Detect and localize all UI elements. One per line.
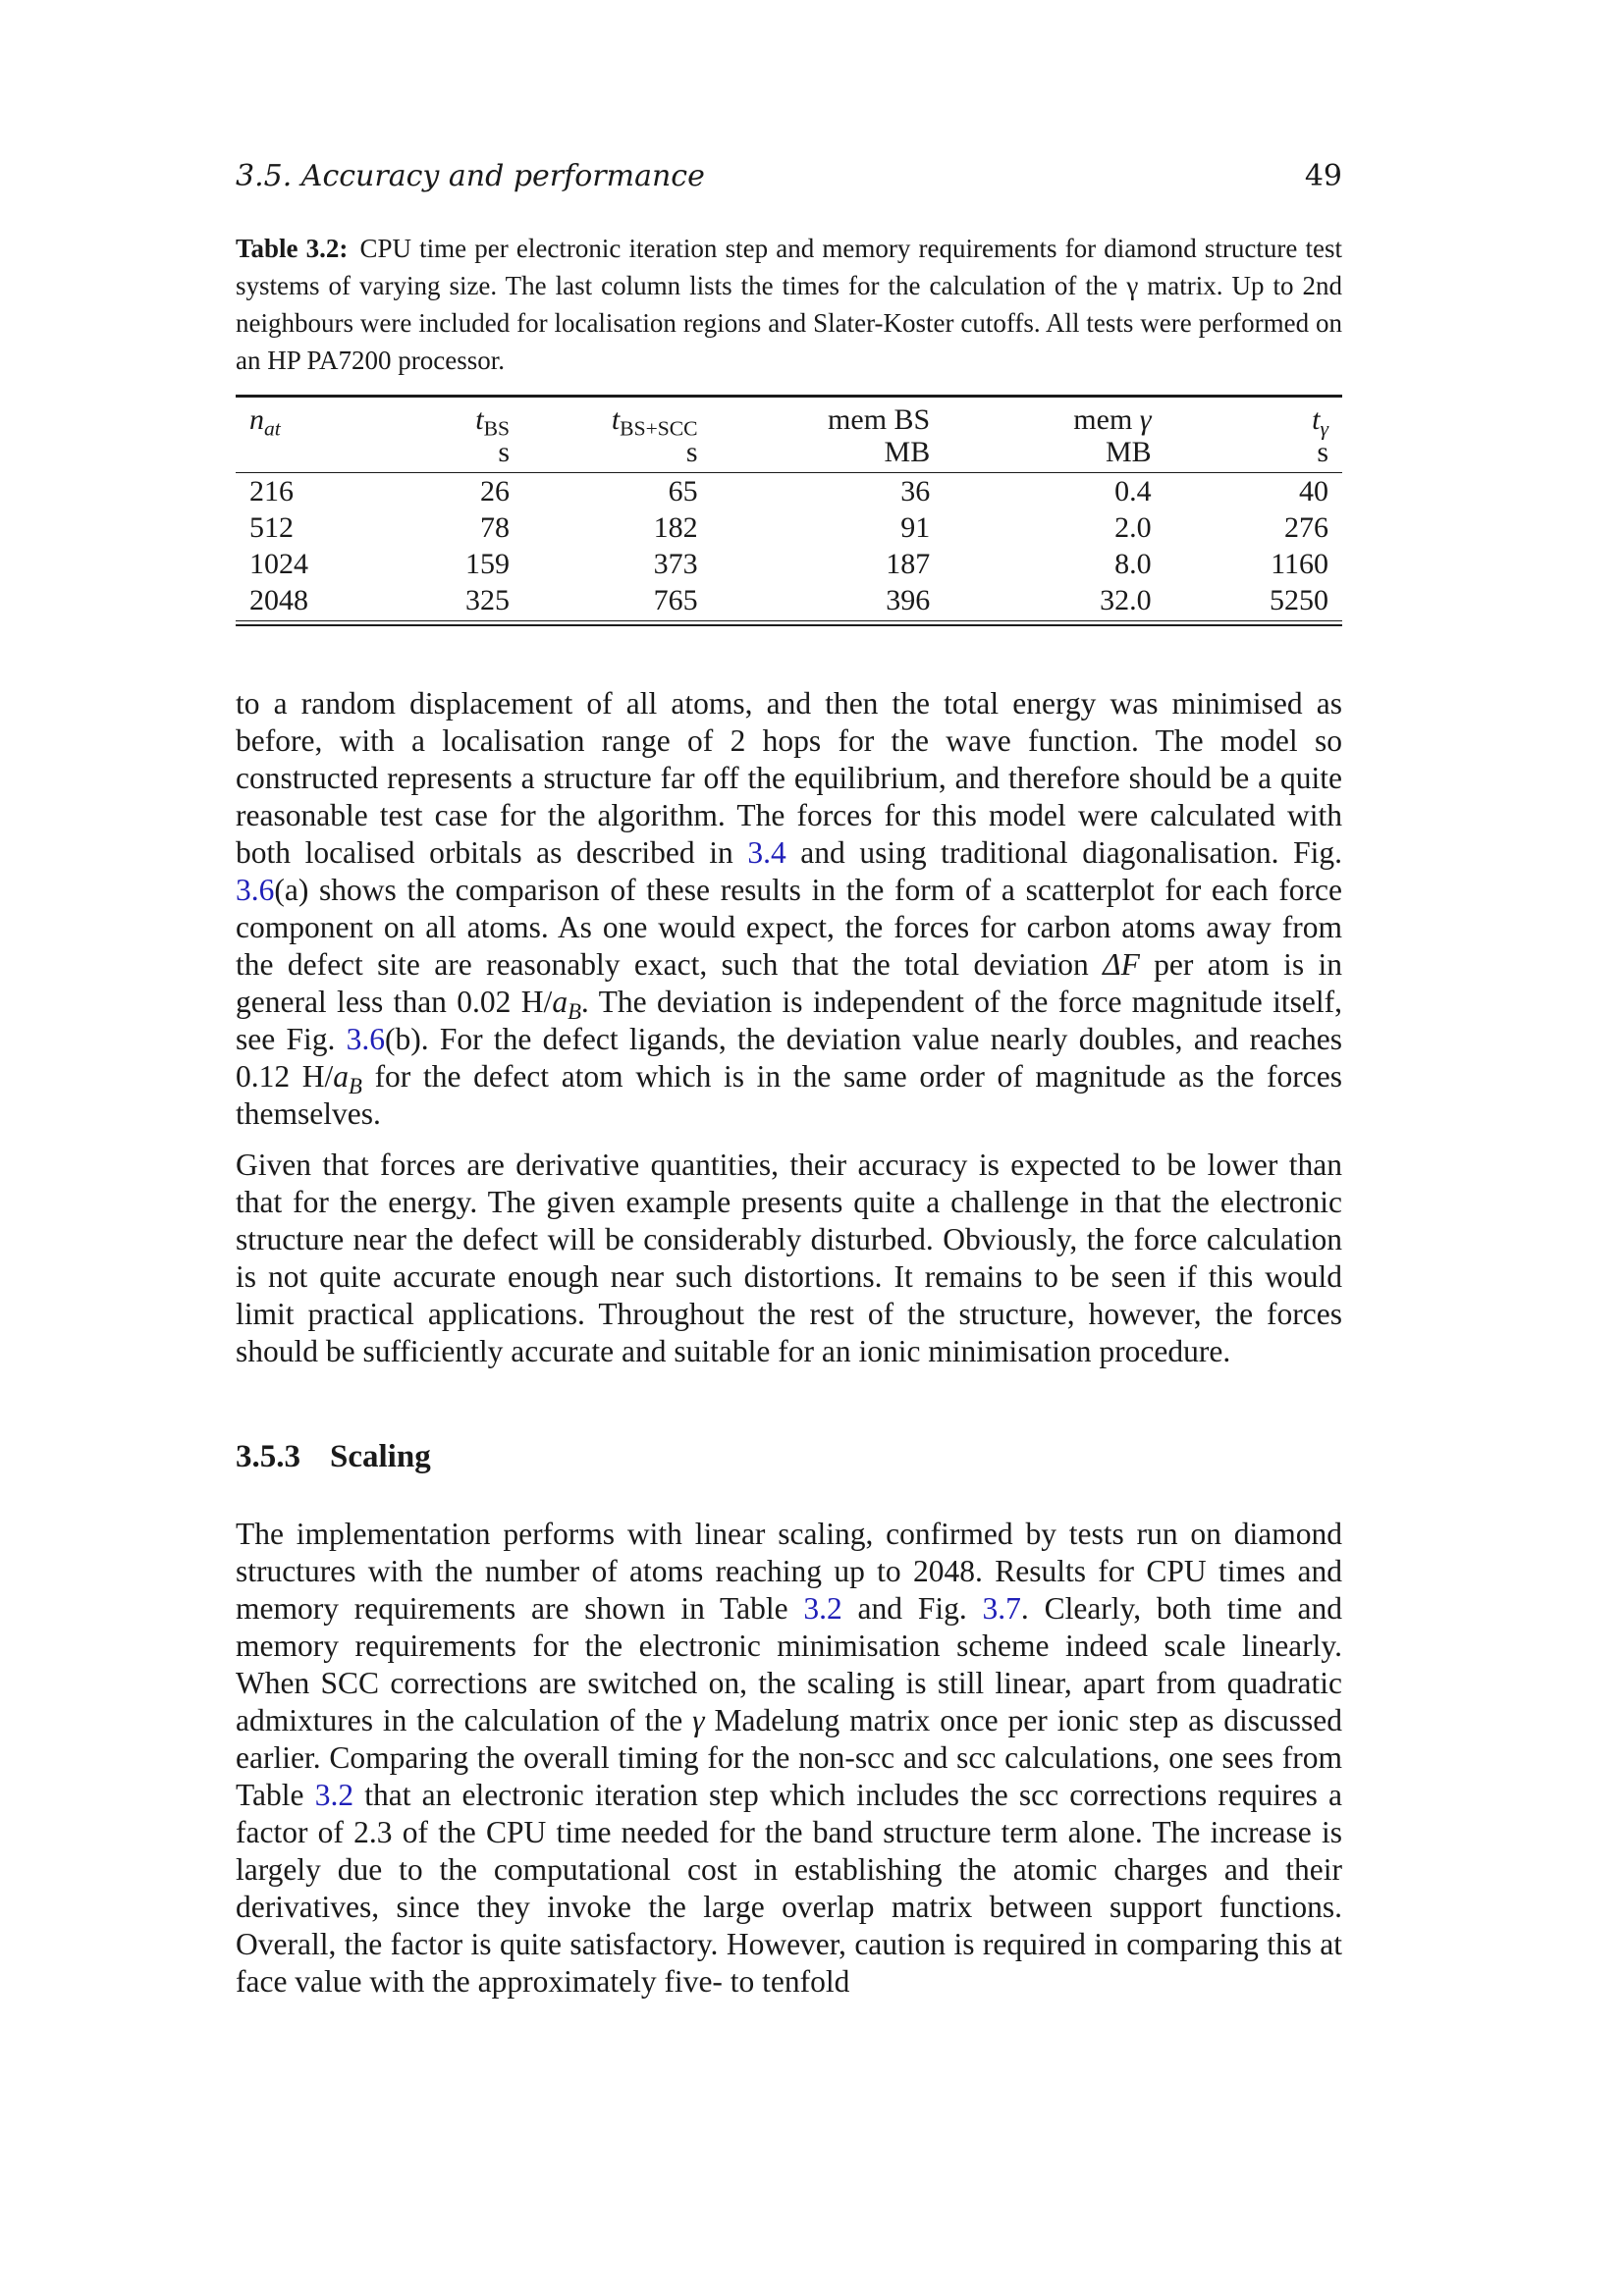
- table-cell: 396: [886, 584, 931, 616]
- header-t-gamma: $t_\gamma$: [1312, 403, 1328, 441]
- table-caption-label: Table 3.2:: [236, 234, 349, 263]
- section-title: Scaling: [330, 1439, 431, 1474]
- table-caption: [236, 230, 1342, 379]
- header-t-bs: $t_{BS}$: [475, 403, 510, 441]
- paragraph-force-accuracy: Given that forces are derivative quantities, their accuracy is expected to be lower than that for the energy. The given example presents quite a challenge in that the electronic structure near the defect will be considerably disturbed. Obviously, the force calculation is not quite accurate enough near such distortions. It remains to be seen if this would limit practical applications. Throughout the rest of the structure, however, the forces should be sufficiently accurate and suitable for an ionic minimisation procedure.: [236, 1148, 1342, 1368]
- unit-cell: MB: [712, 437, 945, 473]
- ref-table-3-2[interactable]: 3.2: [803, 1591, 842, 1626]
- table-cell: 36: [900, 475, 931, 507]
- table-cell: 1024: [249, 548, 308, 580]
- table-row: [236, 509, 1342, 546]
- table-cell: 26: [480, 475, 510, 507]
- table-cell: 1160: [1271, 548, 1328, 580]
- table-cell: 373: [653, 548, 698, 580]
- body-text: [236, 685, 1342, 2001]
- running-header-title: 3.5. Accuracy and performance: [236, 159, 705, 193]
- math-a-b: a: [333, 1059, 350, 1094]
- section-number: 3.5.3: [236, 1439, 300, 1474]
- header-t-bs-scc: $t_{BS+SCC}$: [611, 403, 698, 441]
- table-row: [236, 546, 1342, 582]
- header-mem-bs: mem BS: [828, 403, 931, 436]
- header-mem-gamma: mem γ: [1073, 403, 1152, 436]
- paragraph-scaling: The implementation performs with linear scaling, confirmed by tests run on diamond structures with the number of atoms reaching up to 2048. Results for CPU times and memory requirements are shown in Table 3.2 and Fig. 3.7. Clearly, both time and memory requirements for the electronic minimisation scheme indeed scale linearly. When SCC corrections are switched on, the scaling is still linear, apart from quadratic admixtures in the calculation of the γ Madelung matrix once per ionic step as discussed earlier. Comparing the overall timing for the non-scc and scc calculations, one sees from Table 3.2 that an electronic iteration step which includes the scc corrections requires a factor of 2.3 of the CPU time needed for the band structure term alone. The increase is largely due to the computational cost in establishing the atomic charges and their derivatives, since they invoke the large overlap matrix between support functions. Overall, the factor is quite satisfactory. However, caution is required in comparing this at face value with the approximately five- to tenfold: [236, 1517, 1343, 1999]
- table-cell: 512: [249, 511, 294, 544]
- math-a-b: a: [552, 985, 568, 1019]
- table-cell: 159: [465, 548, 510, 580]
- ref-fig-3-6b[interactable]: 3.6: [346, 1022, 386, 1056]
- page: [236, 157, 1342, 2014]
- unit-cell: s: [523, 437, 712, 473]
- performance-table: [236, 395, 1342, 626]
- table-units-row: [236, 437, 1342, 473]
- header-n-at: $n_{at}$: [249, 403, 281, 441]
- table-cell: 40: [1299, 475, 1328, 507]
- table-cell: 216: [249, 475, 294, 507]
- ref-fig-3-7[interactable]: 3.7: [982, 1591, 1021, 1626]
- table-cell: 8.0: [1114, 548, 1152, 580]
- table-cell: 0.4: [1114, 475, 1152, 507]
- table-cell: 91: [900, 511, 931, 544]
- table-cell: 2.0: [1114, 511, 1152, 544]
- table-cell: 65: [668, 475, 698, 507]
- table-caption-text: CPU time per electronic iteration step and memory requirements for diamond structure test systems of varying size. The last column lists the times for the calculation of the γ matrix. Up to 2nd neighbours were included for localisation regions and Slater-Koster cutoffs. All tests were performed on an HP PA7200 processor.: [236, 234, 1342, 375]
- table-cell: 182: [653, 511, 698, 544]
- table-row: [236, 473, 1342, 510]
- unit-cell: s: [391, 437, 523, 473]
- table-cell: 78: [480, 511, 510, 544]
- table-cell: 765: [653, 584, 698, 616]
- math-gamma: γ: [692, 1703, 705, 1737]
- table-row: [236, 582, 1342, 621]
- ref-section-3-4[interactable]: 3.4: [747, 835, 786, 870]
- page-number: 49: [1304, 159, 1342, 193]
- math-delta-f: ΔF: [1103, 947, 1140, 982]
- table-cell: 325: [465, 584, 510, 616]
- table-cell: 276: [1284, 511, 1328, 544]
- unit-cell: s: [1165, 437, 1342, 473]
- ref-fig-3-6a[interactable]: 3.6: [236, 873, 275, 907]
- unit-cell: MB: [944, 437, 1164, 473]
- ref-table-3-2[interactable]: 3.2: [314, 1778, 354, 1812]
- table-cell: 32.0: [1100, 584, 1152, 616]
- table-cell: 5250: [1270, 584, 1328, 616]
- unit-cell: [236, 437, 391, 473]
- running-header: [236, 157, 1342, 196]
- table-cell: 2048: [249, 584, 308, 616]
- table-cell: 187: [886, 548, 931, 580]
- paragraph-force-test: to a random displacement of all atoms, and then the total energy was minimised as before, with a localisation range of 2 hops for the wave function. The model so constructed represents a structure far off the equilibrium, and therefore should be a quite reasonable test case for the algorithm. The forces for this model were calculated with both localised orbitals as described in 3.4 and using traditional diagonalisation. Fig. 3.6(a) shows the comparison of these results in the form of a scatterplot for each force component on all atoms. As one would expect, the forces for carbon atoms away from the defect site are reasonably exact, such that the total deviation ΔF per atom is in general less than 0.02 $H/a_B$. The deviation is independent of the force magnitude itself, see Fig. 3.6(b). For the defect ligands, the deviation value nearly doubles, and reaches 0.12 $H/a_B$ for the defect atom which is in the same order of magnitude as the forces themselves.: [236, 686, 1343, 1131]
- table-header-row: [236, 398, 1342, 438]
- section-heading: [236, 1437, 1342, 1476]
